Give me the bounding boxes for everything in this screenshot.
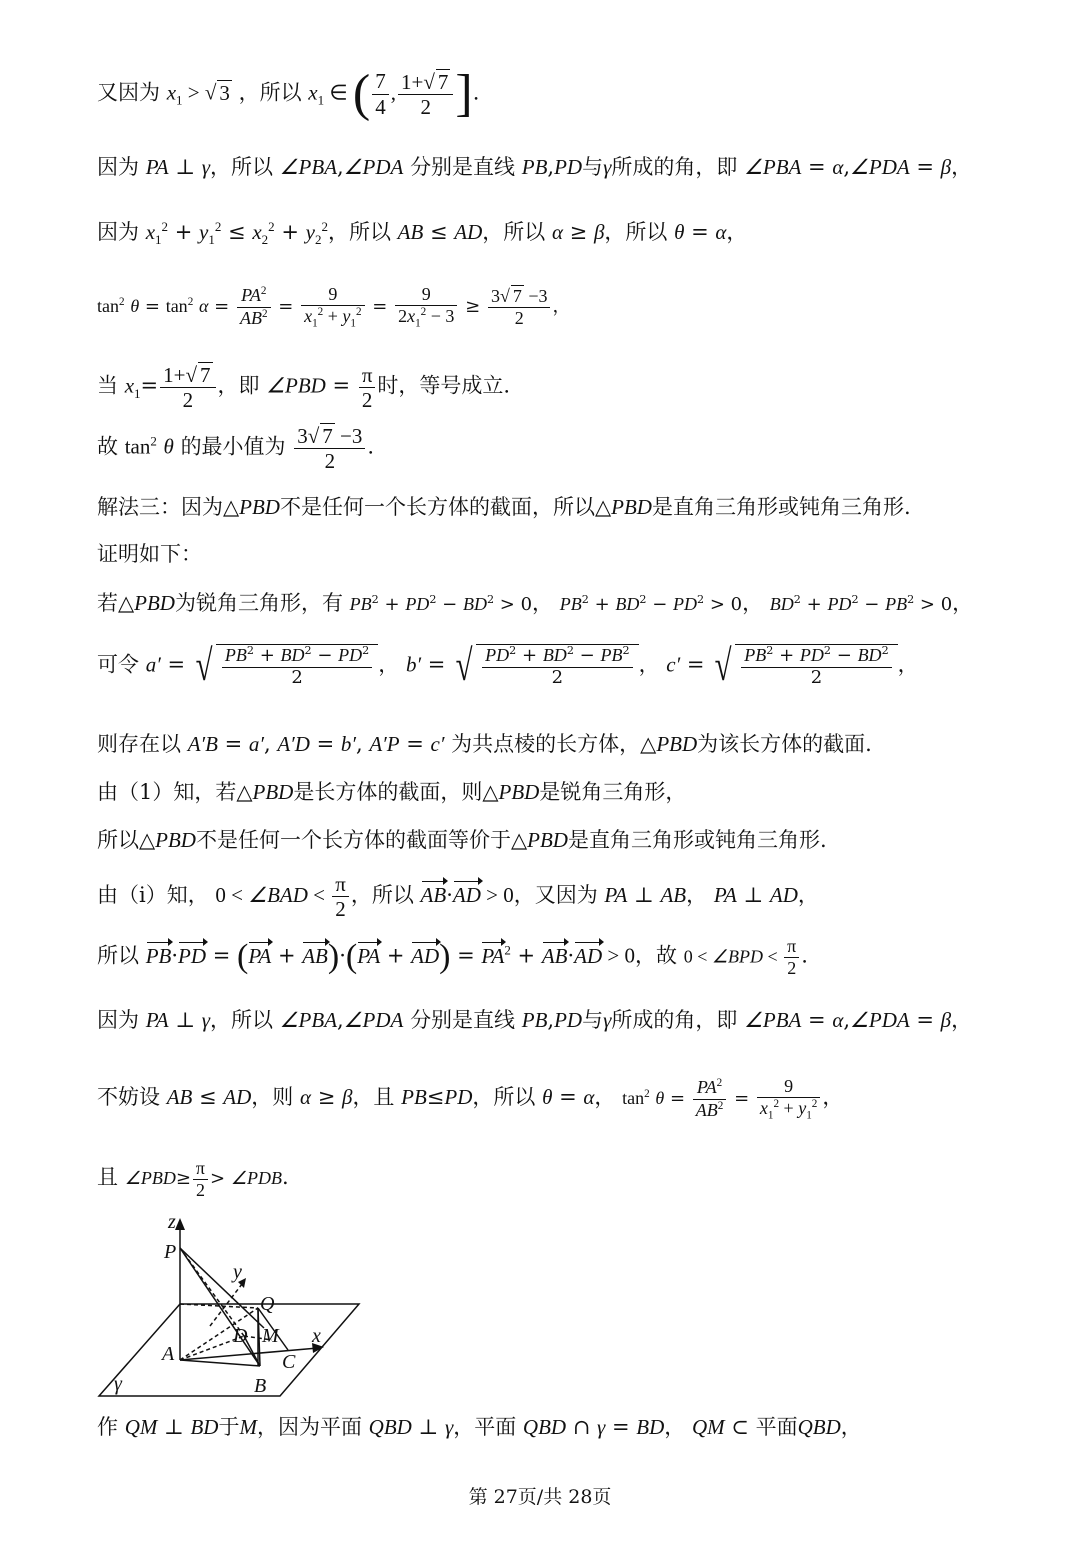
edge-PC — [180, 1248, 264, 1328]
label-P: P — [164, 1241, 177, 1263]
text-line-11: 则存在以 A′B = a′, A′D = b′, A′P = c′ 为共点棱的长方体，△PBD为该长方体的截面. — [97, 732, 872, 756]
text-line-10: 可令 a′ = √ $\frac{PB^2 + BD^2 - PD^2}{2}$ ， b′ = √ $\frac{PD^2 + BD^2 - PB^2}{2}$ ， c′ = √ $\frac{PB^2 + PD^2 - BD^2}{2}$ ， — [97, 641, 919, 690]
label-Q: Q — [260, 1293, 275, 1315]
text-line-17: 不妨设 AB ≤ AD，则 α ≥ β，且 PB≤PD，所以 θ = α， $\tan^2 \theta$ = $\frac{PA^2}{AB^2}$ = $\frac{9}{x_1^2 + y_1^2}$ ， — [97, 1076, 844, 1122]
z-axis-arrow — [175, 1218, 185, 1230]
text-line-18: 且 ∠PBD≥ $\frac{\pi}{2}$ > ∠PDB. — [97, 1158, 289, 1200]
label-y: y — [233, 1261, 242, 1283]
text-line-12: 由（1）知，若△PBD是长方体的截面，则△PBD是锐角三角形， — [97, 780, 687, 804]
text-line-2: 因为 PA ⊥ γ，所以 ∠PBA,∠PDA 分别是直线 PB,PD与γ所成的角，即 ∠PBA = α,∠PDA = β， — [97, 155, 973, 179]
plane-gamma — [99, 1304, 359, 1396]
text-line-6: 故 $\tan^2 \theta$ 的最小值为 $\frac{3√ 7 -3}{2}$ . — [97, 424, 375, 474]
text-line-4: $\tan^2 \theta = \tan^2 \alpha$ = $\frac{PA^2}{AB^2}$ = $\frac{9}{x_1^2 + y_1^2}$ = $\frac{9}{2x_1^2 - 3}$ ≥ $\frac{3√ 7 -3}{2}$ ， — [97, 284, 571, 330]
text-line-1: 又因为 $x_1$ > √ 3 ，所以 $x_1$ ∈ ( $\frac{7}{4}$ , $\frac{1+√ 7}{2}$ ]. — [97, 65, 480, 122]
text-line-7: 解法三：因为△PBD不是任何一个长方体的截面，所以△PBD是直角三角形或钝角三角形. — [97, 495, 911, 519]
text-line-5: 当 $x_1=$ $\frac{1+√ 7}{2}$ ，即 ∠PBD = $\frac{\pi}{2}$ 时，等号成立. — [97, 362, 511, 413]
text-line-3: 因为 $x_1^2 + y_1^2 \le x_2^2 + y_2^2$，所以 AB ≤ AD，所以 α ≥ β，所以 θ = α， — [97, 219, 748, 248]
label-D: D — [233, 1325, 248, 1347]
page-footer: 第 27页/共 28页 — [468, 1486, 612, 1508]
text-line-15: 所以 $PB\cdot PD = (PA + AB)\cdot(PA + AD) = PA^2 + AB\cdot AD > 0$，故 0 < ∠BPD < $\frac{\pi}{2}$ . — [97, 936, 808, 978]
text-line-13: 所以△PBD不是任何一个长方体的截面等价于△PBD是直角三角形或钝角三角形. — [97, 828, 827, 852]
edge-AB — [180, 1360, 260, 1366]
label-M: M — [262, 1325, 279, 1347]
label-C: C — [282, 1351, 296, 1373]
text-line-16: 因为 PA ⊥ γ，所以 ∠PBA,∠PDA 分别是直线 PB,PD与γ所成的角，即 ∠PBA = α,∠PDA = β， — [97, 1008, 973, 1032]
text-line-8: 证明如下： — [97, 542, 202, 566]
label-A: A — [162, 1343, 175, 1365]
y-axis — [210, 1284, 242, 1326]
label-x: x — [312, 1325, 321, 1347]
geometry-figure — [92, 1210, 367, 1400]
text-line-19: 作 QM ⊥ BD于M，因为平面 QBD ⊥ γ，平面 QBD ∩ γ = BD， QM ⊂ 平面QBD， — [97, 1415, 862, 1439]
text-line-14: 由（i）知， 0 < ∠BAD < $\frac{\pi}{2}$ ，所以 AB·AD > 0，又因为 PA ⊥ AB， PA ⊥ AD， — [97, 872, 819, 922]
label-B: B — [254, 1375, 267, 1397]
text-line-9: 若△PBD为锐角三角形，有 $PB^2 + PD^2 - BD^2 > 0$， $PB^2 + BD^2 - PD^2 > 0$， $BD^2 + PD^2 - PB^2 > 0$， — [97, 591, 974, 615]
label-z: z — [168, 1211, 176, 1233]
label-gamma: γ — [114, 1373, 122, 1395]
